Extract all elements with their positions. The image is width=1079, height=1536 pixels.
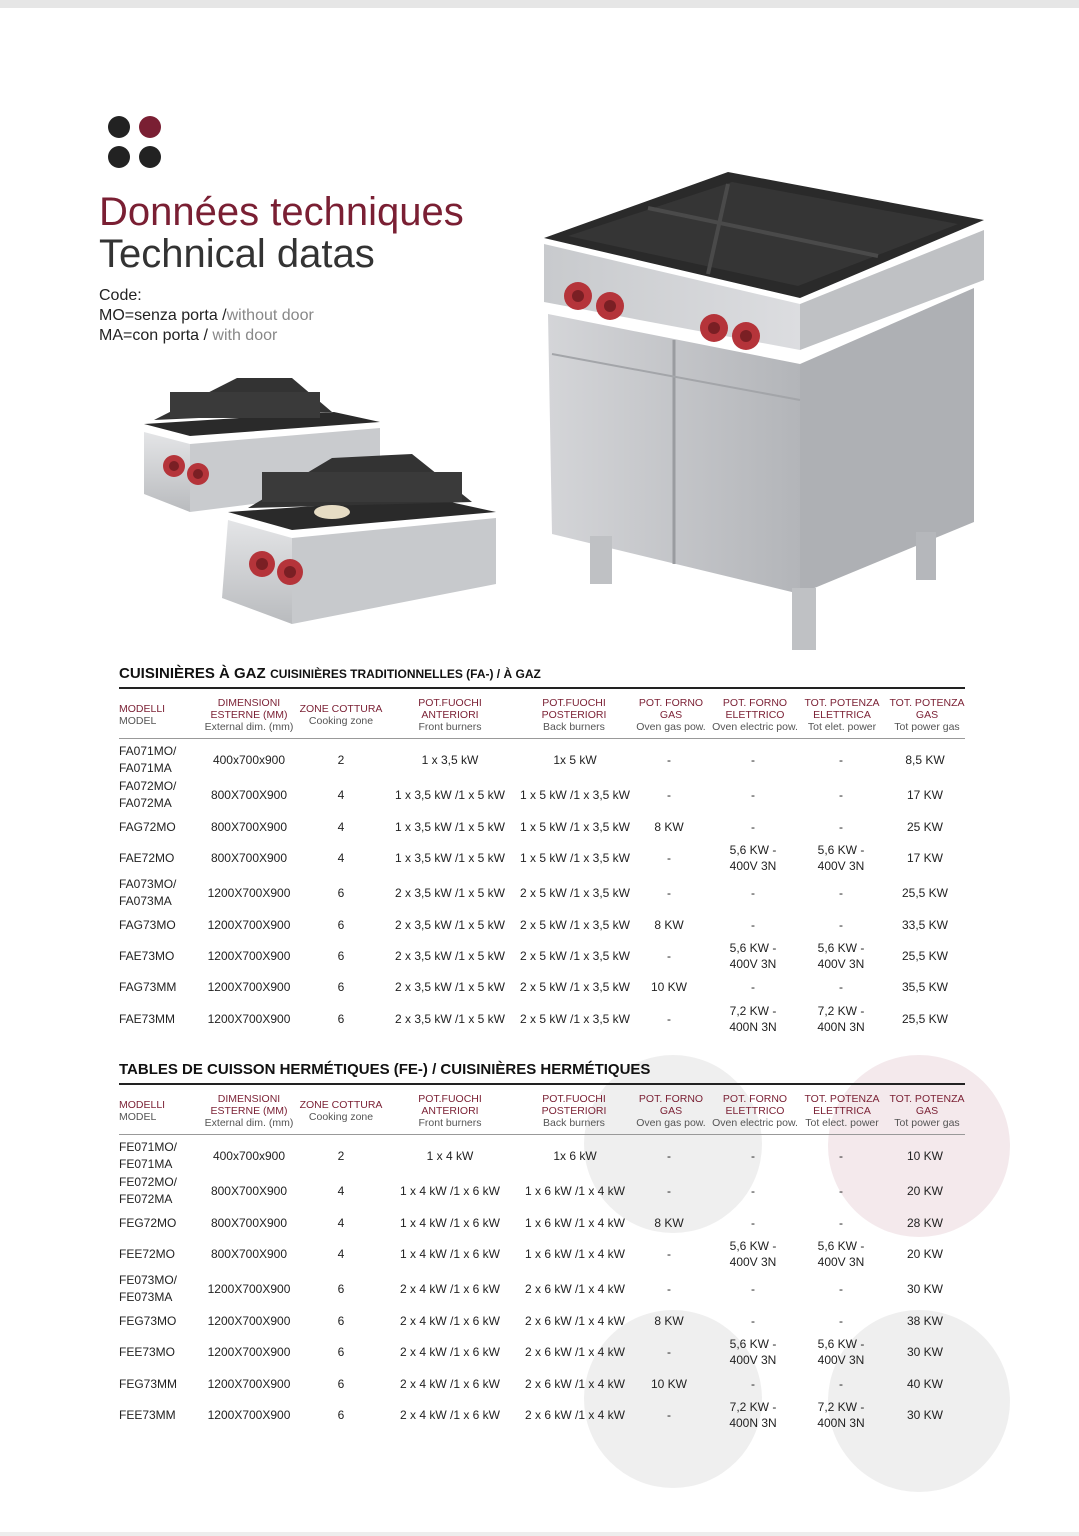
tot-el-cell: - [839, 1216, 843, 1230]
tabletop-units-illustration [132, 362, 508, 632]
section2-title: TABLES DE CUISSON HERMÉTIQUES (FE-) / CUISINIÈRES HERMÉTIQUES [119, 1061, 651, 1078]
header-line: MODELLI [119, 1099, 166, 1111]
header-line: POSTERIORI [541, 709, 607, 721]
zones-cell: 4 [337, 1247, 345, 1261]
tot-el-cell: - [839, 1282, 843, 1296]
model-code: FEE73MM [119, 1408, 176, 1422]
header-line: POT. FORNO [722, 697, 788, 709]
oven-el-cell: - [751, 1377, 755, 1391]
front-cell: 2 x 4 kW /1 x 6 kW [399, 1314, 501, 1328]
value-line: 400V 3N [729, 1255, 777, 1269]
oven-el-cell: - [751, 1184, 755, 1198]
oven-gas-cell: - [667, 753, 671, 767]
zones-cell: 6 [337, 886, 345, 900]
model-code: FA071MA [119, 761, 172, 775]
oven-gas-cell: - [667, 949, 671, 963]
header-cooking-zone [300, 703, 383, 727]
value-line: 400V 3N [729, 957, 777, 971]
zones-cell: 6 [337, 1012, 345, 1026]
header-line: ELETTRICO [725, 709, 785, 721]
zones-cell: 6 [337, 980, 345, 994]
zones-cell: 6 [337, 1377, 345, 1391]
tot-gas-cell: 17 KW [906, 851, 944, 865]
front-cell: 2 x 4 kW /1 x 6 kW [399, 1282, 501, 1296]
header-sub: Front burners [418, 1117, 482, 1129]
header-line: POT.FUOCHI [418, 697, 482, 709]
back-cell: 2 x 5 kW /1 x 3,5 kW [519, 886, 631, 900]
header-back-burners [542, 697, 607, 733]
section1-rule [119, 687, 965, 689]
back-cell: 2 x 5 kW /1 x 3,5 kW [519, 918, 631, 932]
dim-cell: 1200X700X900 [207, 1282, 291, 1296]
tot-el-cell: - [839, 1314, 843, 1328]
oven-el-cell: - [751, 980, 755, 994]
header-line: GAS [915, 1105, 939, 1117]
oven-gas-cell: - [667, 851, 671, 865]
model-code: FAG72MO [119, 820, 176, 834]
tot-gas-cell: 25 KW [906, 820, 944, 834]
oven-el-cell: - [751, 788, 755, 802]
model-cell [119, 1344, 175, 1361]
header-model [119, 1099, 165, 1123]
zones-cell: 2 [337, 753, 345, 767]
range-cabinet-illustration [528, 164, 998, 654]
header-sub: Oven electric pow. [712, 721, 798, 733]
back-cell: 1 x 6 kW /1 x 4 kW [524, 1216, 626, 1230]
oven-el-cell: - [751, 1282, 755, 1296]
header-line: POT.FUOCHI [542, 1093, 606, 1105]
oven-el-cell: - [751, 753, 755, 767]
header-sub: Cooking zone [308, 1111, 374, 1123]
header-sub: Oven gas pow. [636, 1117, 706, 1129]
decor-bubble [584, 1055, 762, 1233]
oven-el-cell [730, 1238, 777, 1270]
model-cell [119, 778, 176, 812]
value-line: 5,6 KW - [729, 843, 777, 857]
header-sub: Front burners [418, 721, 482, 733]
page-title-fr: Données techniques [99, 190, 464, 234]
oven-gas-cell: - [667, 1408, 671, 1422]
back-cell: 2 x 6 kW /1 x 4 kW [524, 1314, 626, 1328]
header-line: POT. FORNO [638, 1093, 704, 1105]
model-code: FAE72MO [119, 851, 175, 865]
page-title-en: Technical datas [99, 232, 375, 276]
model-cell [119, 1246, 175, 1263]
back-cell: 2 x 5 kW /1 x 3,5 kW [519, 1012, 631, 1026]
model-code: FEE72MO [119, 1247, 176, 1261]
oven-gas-cell: 8 KW [654, 1314, 684, 1328]
back-cell: 1x 5 kW [553, 753, 597, 767]
header-line: ESTERNE (MM) [210, 709, 288, 721]
dim-cell: 1200X700X900 [207, 1012, 291, 1026]
oven-gas-cell: 8 KW [654, 918, 684, 932]
oven-el-cell [730, 842, 777, 874]
header-line: GAS [915, 709, 939, 721]
header-oven-electric [712, 1093, 798, 1129]
oven-gas-cell: 10 KW [650, 1377, 688, 1391]
dim-cell: 1200X700X900 [207, 1345, 291, 1359]
dim-cell: 1200X700X900 [207, 949, 291, 963]
header-line: TOT. POTENZA [804, 1093, 880, 1105]
tot-el-cell: - [839, 886, 843, 900]
front-cell: 2 x 4 kW /1 x 6 kW [399, 1408, 501, 1422]
oven-el-cell: - [751, 1216, 755, 1230]
tot-el-cell [817, 1399, 864, 1431]
oven-gas-cell: - [667, 1012, 671, 1026]
model-cell [119, 917, 176, 934]
section1-title: CUISINIÈRES À GAZ CUISINIÈRES TRADITIONNELLES (FA-) / À GAZ [119, 665, 541, 682]
tot-el-cell [818, 940, 865, 972]
model-code: FA073MA [119, 894, 172, 908]
model-cell [119, 1174, 177, 1208]
tot-el-cell: - [839, 918, 843, 932]
header-line: ESTERNE (MM) [210, 1105, 288, 1117]
header-line: MODELLI [119, 703, 166, 715]
model-code: FAG73MO [119, 918, 176, 932]
header-line: POT. FORNO [638, 697, 704, 709]
tot-el-cell: - [839, 1149, 843, 1163]
dim-cell: 800X700X900 [210, 788, 288, 802]
tot-gas-cell: 25,5 KW [901, 886, 949, 900]
oven-gas-cell: - [667, 1282, 671, 1296]
dim-cell: 800X700X900 [210, 1247, 288, 1261]
header-line: POT. FORNO [722, 1093, 788, 1105]
model-code: FE072MA [119, 1192, 173, 1206]
header-line: POT.FUOCHI [542, 697, 606, 709]
oven-el-cell [729, 1003, 776, 1035]
zones-cell: 6 [337, 1282, 345, 1296]
header-line: TOT. POTENZA [804, 697, 880, 709]
value-line: 400N 3N [817, 1416, 865, 1430]
header-dimensions [205, 697, 294, 733]
model-cell [119, 1272, 177, 1306]
header-sub: Oven gas pow. [636, 721, 706, 733]
zones-cell: 4 [337, 820, 345, 834]
back-cell: 1 x 6 kW /1 x 4 kW [524, 1247, 626, 1261]
zones-cell: 4 [337, 1216, 345, 1230]
oven-gas-cell: - [667, 1184, 671, 1198]
code-label: Code: [99, 287, 142, 304]
header-sub: Cooking zone [308, 715, 374, 727]
model-code: FAE73MO [119, 949, 175, 963]
tot-gas-cell: 33,5 KW [901, 918, 949, 932]
front-cell: 1 x 4 kW [426, 1149, 474, 1163]
back-cell: 2 x 5 kW /1 x 3,5 kW [519, 980, 631, 994]
oven-el-cell [730, 940, 777, 972]
back-cell: 1x 6 kW [553, 1149, 597, 1163]
zones-cell: 6 [337, 949, 345, 963]
header-oven-gas [636, 697, 705, 733]
model-code: FA072MA [119, 796, 172, 810]
header-line: TOT. POTENZA [889, 1093, 965, 1105]
tot-el-cell: - [839, 980, 843, 994]
header-line: GAS [659, 1105, 683, 1117]
zones-cell: 6 [337, 1345, 345, 1359]
section2-rule [119, 1083, 965, 1085]
model-cell [119, 876, 176, 910]
header-tot-gas [889, 697, 964, 733]
model-code: FE073MA [119, 1290, 173, 1304]
value-line: 7,2 KW - [817, 1004, 865, 1018]
front-cell: 2 x 3,5 kW /1 x 5 kW [394, 1012, 506, 1026]
bottom-border [0, 1532, 1079, 1536]
dim-cell: 800X700X900 [210, 820, 288, 834]
dim-cell: 800X700X900 [210, 1216, 288, 1230]
value-line: 400N 3N [817, 1020, 865, 1034]
tot-el-cell: - [839, 1184, 843, 1198]
value-line: 5,6 KW - [729, 1337, 777, 1351]
value-line: 5,6 KW - [817, 941, 865, 955]
tot-el-cell: - [839, 753, 843, 767]
zones-cell: 6 [337, 918, 345, 932]
brand-dots-logo [108, 116, 164, 170]
oven-gas-cell: 8 KW [654, 820, 684, 834]
model-cell [119, 1139, 177, 1173]
dim-cell: 400x700x900 [212, 753, 286, 767]
model-code: FA073MO/ [119, 877, 177, 891]
dim-cell: 1200X700X900 [207, 1314, 291, 1328]
model-code: FEG73MO [119, 1314, 177, 1328]
front-cell: 1 x 3,5 kW [421, 753, 479, 767]
model-cell [119, 979, 176, 996]
tot-el-cell [818, 1336, 865, 1368]
header-sub: Back burners [543, 721, 605, 733]
model-cell [119, 819, 176, 836]
zones-cell: 2 [337, 1149, 345, 1163]
tot-gas-cell: 25,5 KW [901, 1012, 949, 1026]
back-cell: 2 x 6 kW /1 x 4 kW [524, 1345, 626, 1359]
dim-cell: 1200X700X900 [207, 1377, 291, 1391]
header-front-burners [418, 1093, 482, 1129]
front-cell: 1 x 4 kW /1 x 6 kW [399, 1247, 501, 1261]
front-cell: 1 x 3,5 kW /1 x 5 kW [394, 820, 506, 834]
back-cell: 2 x 6 kW /1 x 4 kW [524, 1408, 626, 1422]
dim-cell: 800X700X900 [210, 851, 288, 865]
model-cell [119, 743, 176, 777]
model-cell [119, 1215, 176, 1232]
value-line: 5,6 KW - [817, 1239, 865, 1253]
header-tot-electric [804, 1093, 879, 1129]
tot-gas-cell: 30 KW [906, 1282, 944, 1296]
code-mo: MO=senza porta /without door [99, 307, 314, 324]
back-cell: 1 x 5 kW /1 x 3,5 kW [519, 788, 631, 802]
dim-cell: 800X700X900 [210, 1184, 288, 1198]
model-code: FAG73MM [119, 980, 177, 994]
oven-gas-cell: - [667, 1345, 671, 1359]
front-cell: 1 x 4 kW /1 x 6 kW [399, 1184, 501, 1198]
value-line: 400V 3N [817, 1255, 865, 1269]
model-code: FE073MO/ [119, 1273, 178, 1287]
oven-gas-cell: - [667, 1149, 671, 1163]
value-line: 400N 3N [729, 1416, 777, 1430]
tot-gas-cell: 25,5 KW [901, 949, 949, 963]
value-line: 5,6 KW - [729, 941, 777, 955]
value-line: 400V 3N [817, 859, 865, 873]
tot-el-cell [817, 1003, 864, 1035]
model-code: FAE73MM [119, 1012, 176, 1026]
oven-el-cell: - [751, 1149, 755, 1163]
model-cell [119, 948, 174, 965]
model-code: FE071MA [119, 1157, 173, 1171]
header-line: ANTERIORI [421, 1105, 479, 1117]
header-line: GAS [659, 709, 683, 721]
front-cell: 2 x 3,5 kW /1 x 5 kW [394, 980, 506, 994]
tot-gas-cell: 28 KW [906, 1216, 944, 1230]
header-sub: Tot power gas [894, 1117, 960, 1129]
model-code: FA071MO/ [119, 744, 177, 758]
front-cell: 2 x 4 kW /1 x 6 kW [399, 1377, 501, 1391]
header-sub: Tot power gas [894, 721, 960, 733]
back-cell: 2 x 6 kW /1 x 4 kW [524, 1377, 626, 1391]
model-cell [119, 1313, 176, 1330]
dim-cell: 400x700x900 [212, 1149, 286, 1163]
header-line: ZONE COTTURA [299, 703, 383, 715]
front-cell: 2 x 4 kW /1 x 6 kW [399, 1345, 501, 1359]
header-back-burners [542, 1093, 607, 1129]
tot-el-cell [818, 842, 865, 874]
header-sub: Tot elect. power [805, 1117, 879, 1129]
model-code: FA072MO/ [119, 779, 177, 793]
header-line: DIMENSIONI [217, 697, 281, 709]
back-cell: 1 x 6 kW /1 x 4 kW [524, 1184, 626, 1198]
oven-gas-cell: 8 KW [654, 1216, 684, 1230]
header-sub: Tot elet. power [807, 721, 877, 733]
header-oven-electric [712, 697, 798, 733]
header-line: TOT. POTENZA [889, 697, 965, 709]
header-line: POT.FUOCHI [418, 1093, 482, 1105]
tot-gas-cell: 30 KW [906, 1345, 944, 1359]
front-cell: 1 x 3,5 kW /1 x 5 kW [394, 788, 506, 802]
header-line: ELETTRICA [813, 709, 871, 721]
oven-el-cell: - [751, 886, 755, 900]
section2-header-rule [119, 1134, 965, 1135]
tot-el-cell [818, 1238, 865, 1270]
value-line: 7,2 KW - [729, 1400, 777, 1414]
tot-gas-cell: 40 KW [906, 1377, 944, 1391]
value-line: 5,6 KW - [817, 1337, 865, 1351]
front-cell: 1 x 4 kW /1 x 6 kW [399, 1216, 501, 1230]
model-code: FE071MO/ [119, 1140, 178, 1154]
header-sub: Oven electric pow. [712, 1117, 798, 1129]
model-cell [119, 1011, 175, 1028]
header-cooking-zone [300, 1099, 383, 1123]
model-cell [119, 1376, 177, 1393]
tot-gas-cell: 38 KW [906, 1314, 944, 1328]
model-cell [119, 850, 174, 867]
front-cell: 2 x 3,5 kW /1 x 5 kW [394, 918, 506, 932]
header-line: ANTERIORI [421, 709, 479, 721]
zones-cell: 6 [337, 1314, 345, 1328]
back-cell: 1 x 5 kW /1 x 3,5 kW [519, 820, 631, 834]
front-cell: 2 x 3,5 kW /1 x 5 kW [394, 949, 506, 963]
tot-gas-cell: 20 KW [906, 1184, 944, 1198]
header-line: ZONE COTTURA [299, 1099, 383, 1111]
model-code: FEE73MO [119, 1345, 176, 1359]
tot-gas-cell: 17 KW [906, 788, 944, 802]
dim-cell: 1200X700X900 [207, 886, 291, 900]
value-line: 400V 3N [817, 957, 865, 971]
header-sub: External dim. (mm) [204, 721, 294, 733]
oven-gas-cell: - [667, 788, 671, 802]
oven-gas-cell: 10 KW [650, 980, 688, 994]
back-cell: 1 x 5 kW /1 x 3,5 kW [519, 851, 631, 865]
oven-el-cell: - [751, 918, 755, 932]
header-line: DIMENSIONI [217, 1093, 281, 1105]
oven-el-cell: - [751, 820, 755, 834]
oven-el-cell [730, 1336, 777, 1368]
value-line: 400V 3N [817, 1353, 865, 1367]
header-sub: MODEL [119, 1111, 157, 1123]
header-sub: Back burners [543, 1117, 605, 1129]
tot-gas-cell: 10 KW [906, 1149, 944, 1163]
code-legend [99, 286, 314, 346]
header-dimensions [205, 1093, 294, 1129]
header-model [119, 703, 165, 727]
tot-el-cell: - [839, 820, 843, 834]
header-tot-electric [804, 697, 879, 733]
model-cell [119, 1407, 176, 1424]
tot-gas-cell: 30 KW [906, 1408, 944, 1422]
header-line: ELETTRICA [813, 1105, 871, 1117]
section1-header-rule [119, 738, 965, 739]
tot-gas-cell: 8,5 KW [905, 753, 945, 767]
header-line: ELETTRICO [725, 1105, 785, 1117]
front-cell: 1 x 3,5 kW /1 x 5 kW [394, 851, 506, 865]
dim-cell: 1200X700X900 [207, 980, 291, 994]
tot-el-cell: - [839, 788, 843, 802]
value-line: 400V 3N [729, 1353, 777, 1367]
tot-el-cell: - [839, 1377, 843, 1391]
value-line: 5,6 KW - [729, 1239, 777, 1253]
header-oven-gas [636, 1093, 705, 1129]
value-line: 7,2 KW - [817, 1400, 865, 1414]
header-sub: MODEL [119, 715, 157, 727]
header-tot-gas [889, 1093, 964, 1129]
zones-cell: 4 [337, 851, 345, 865]
front-cell: 2 x 3,5 kW /1 x 5 kW [394, 886, 506, 900]
zones-cell: 4 [337, 1184, 345, 1198]
zones-cell: 6 [337, 1408, 345, 1422]
model-code: FE072MO/ [119, 1175, 178, 1189]
code-ma: MA=con porta / with door [99, 327, 278, 344]
oven-el-cell [729, 1399, 776, 1431]
value-line: 7,2 KW - [729, 1004, 777, 1018]
back-cell: 2 x 6 kW /1 x 4 kW [524, 1282, 626, 1296]
tot-gas-cell: 20 KW [906, 1247, 944, 1261]
top-border [0, 0, 1079, 8]
header-sub: External dim. (mm) [204, 1117, 294, 1129]
value-line: 5,6 KW - [817, 843, 865, 857]
model-code: FEG72MO [119, 1216, 177, 1230]
zones-cell: 4 [337, 788, 345, 802]
oven-gas-cell: - [667, 1247, 671, 1261]
oven-gas-cell: - [667, 886, 671, 900]
dim-cell: 1200X700X900 [207, 1408, 291, 1422]
back-cell: 2 x 5 kW /1 x 3,5 kW [519, 949, 631, 963]
tot-gas-cell: 35,5 KW [901, 980, 949, 994]
dim-cell: 1200X700X900 [207, 918, 291, 932]
header-line: POSTERIORI [541, 1105, 607, 1117]
oven-el-cell: - [751, 1314, 755, 1328]
value-line: 400V 3N [729, 859, 777, 873]
value-line: 400N 3N [729, 1020, 777, 1034]
model-code: FEG73MM [119, 1377, 178, 1391]
header-front-burners [418, 697, 482, 733]
